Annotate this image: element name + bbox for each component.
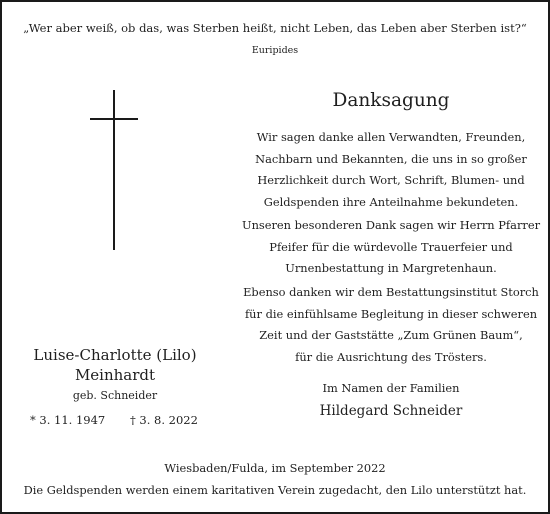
text-line: Ebenso danken wir dem Bestattungsinstitut Storch: [243, 285, 539, 299]
cross-vertical-bar: [113, 90, 115, 250]
text-line: Unseren besonderen Dank sagen wir Herrn Pfarrer: [241, 218, 541, 232]
signature-name: Hildegard Schneider: [319, 403, 463, 419]
text-line: für die Ausrichtung des Trösters.: [295, 349, 487, 364]
donation-note: Die Geldspenden werden einem karitativen Verein zugedacht, den Lilo unterstützt hat.: [23, 483, 527, 497]
thanks-paragraph-1: [238, 127, 544, 213]
text-line: für die einfühlsame Begleitung in dieser schweren: [244, 306, 538, 321]
signature-intro: Im Namen der Familien: [322, 381, 460, 395]
thanks-paragraph-2: [238, 215, 544, 280]
maiden-name: geb. Schneider: [72, 389, 158, 402]
death-date: † 3. 8. 2022: [130, 413, 198, 427]
text-line: Herzlichkeit durch Wort, Schrift, Blumen- und: [257, 173, 525, 187]
deceased-name-line2: Meinhardt: [74, 366, 156, 384]
deceased-name-line1: Luise-Charlotte (Lilo): [33, 346, 197, 364]
quote-text: „Wer aber weiß, ob das, was Sterben heißt, nicht Leben, das Leben aber Sterben ist?“: [23, 21, 527, 35]
text-line: Pfeifer für die würdevolle Trauerfeier und: [269, 239, 513, 254]
text-line: Zeit und der Gaststätte „Zum Grünen Baum“,: [259, 328, 523, 342]
quote-author: Euripides: [251, 45, 299, 56]
text-line: Nachbarn und Bekannten, die uns in so großer: [255, 151, 527, 166]
birth-date: * 3. 11. 1947: [30, 413, 106, 427]
text-line: Urnenbestattung in Margretenhaun.: [285, 261, 497, 275]
text-line: Wir sagen danke allen Verwandten, Freunden,: [256, 130, 526, 144]
place-date: Wiesbaden/Fulda, im September 2022: [164, 461, 386, 475]
acknowledgement-heading: Danksagung: [332, 90, 450, 111]
thanks-paragraph-3: [238, 282, 544, 368]
cross-horizontal-bar: [90, 118, 138, 120]
text-line: Geldspenden ihre Anteilnahme bekundeten.: [263, 194, 519, 209]
